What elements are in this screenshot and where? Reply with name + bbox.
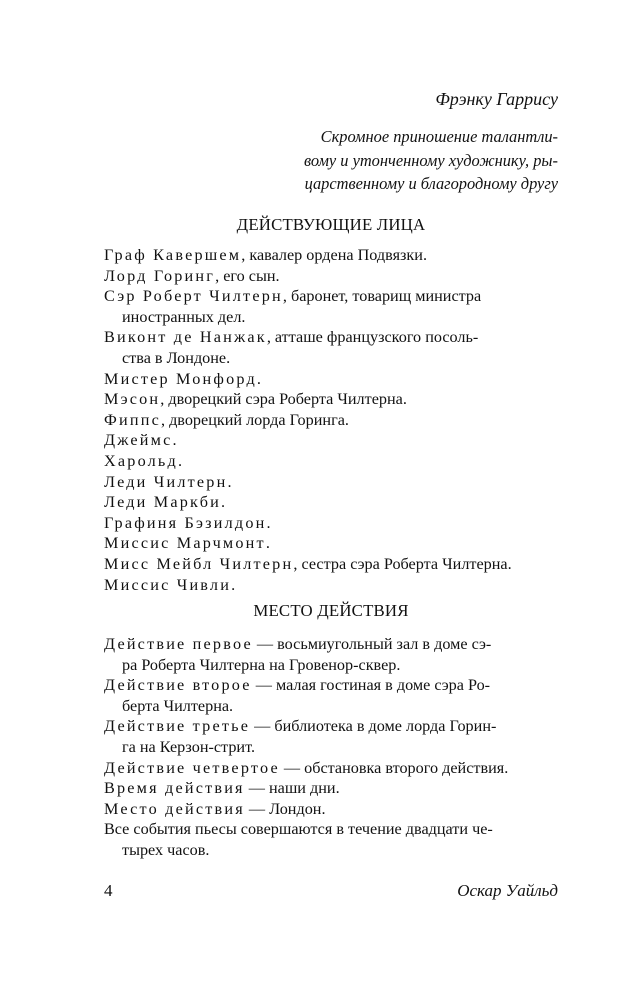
setting-item-name: Место действия bbox=[104, 799, 245, 818]
cast-list bbox=[104, 245, 558, 595]
cast-member-name: Леди Чилтерн bbox=[104, 472, 228, 491]
cast-member bbox=[104, 410, 558, 431]
cast-member-description: . bbox=[227, 472, 232, 491]
cast-member-name: Лорд Горинг bbox=[104, 266, 216, 285]
cast-member-description: , дворецкий сэра Роберта Чилтерна. bbox=[160, 390, 407, 409]
cast-member bbox=[104, 389, 558, 410]
cast-member bbox=[104, 513, 558, 534]
page-number: 4 bbox=[104, 881, 113, 900]
cast-member-description: , дворецкий лорда Горинга. bbox=[160, 410, 349, 429]
cast-member-name: Миссис Марчмонт bbox=[104, 534, 266, 553]
dedication-line: Скромное приношение талантли- bbox=[320, 127, 558, 146]
cast-member-description: . bbox=[256, 369, 261, 388]
cast-member-name: Харольд bbox=[104, 451, 178, 470]
setting-item bbox=[104, 799, 558, 820]
cast-member-name: Граф Кавершем bbox=[104, 246, 242, 264]
cast-member-name: Миссис Чивли bbox=[104, 575, 232, 594]
setting-item bbox=[104, 758, 558, 779]
cast-member-name: Мэсон bbox=[104, 390, 161, 409]
cast-member-description: . bbox=[231, 575, 236, 594]
cast-member bbox=[104, 472, 558, 493]
setting-item-name: Действие второе bbox=[104, 676, 252, 695]
setting-item-continuation: тырех часов. bbox=[122, 840, 210, 859]
settings-heading: МЕСТО ДЕЙСТВИЯ bbox=[253, 601, 409, 620]
setting-item-description: — обстановка второго действия. bbox=[279, 758, 509, 777]
cast-member-name: Графиня Бэзилдон bbox=[104, 513, 267, 532]
cast-member bbox=[104, 327, 558, 368]
cast-member-name: Джеймс bbox=[104, 431, 173, 450]
setting-item-description: — библиотека в доме лорда Горин- bbox=[250, 717, 497, 736]
cast-member-name: Виконт де Нанжак bbox=[104, 328, 267, 347]
setting-item-description: — восьмиугольный зал в доме сэ- bbox=[252, 635, 492, 653]
setting-item-name: Время действия bbox=[104, 779, 245, 798]
dedication-line: вому и утонченному художнику, ры- bbox=[303, 150, 558, 170]
setting-item-continuation: га на Керзон-стрит. bbox=[122, 737, 255, 756]
setting-item bbox=[104, 819, 558, 860]
cast-member bbox=[104, 533, 558, 554]
cast-member-description: , атташе французского посоль- bbox=[266, 328, 479, 347]
setting-item bbox=[104, 634, 558, 675]
setting-item-name: Действие четвертое bbox=[104, 758, 280, 777]
cast-heading: ДЕЙСТВУЮЩИЕ ЛИЦА bbox=[236, 215, 426, 234]
cast-member-description: , баронет, товарищ министра bbox=[282, 287, 482, 306]
cast-member-name: Мистер Монфорд bbox=[104, 369, 257, 388]
cast-member-name: Мисс Мейбл Чилтерн bbox=[104, 554, 294, 573]
cast-member-name: Леди Маркби bbox=[104, 493, 222, 512]
cast-member-description: . bbox=[265, 534, 270, 553]
dedication-line: царственному и благородному другу bbox=[304, 174, 558, 193]
cast-member bbox=[104, 492, 558, 513]
cast-member-description: , сестра сэра Роберта Чилтерна. bbox=[293, 554, 512, 573]
dedicatee: Фрэнку Гаррису bbox=[435, 89, 558, 109]
setting-item-description: — малая гостиная в доме сэра Ро- bbox=[251, 676, 491, 695]
cast-member-description: . bbox=[177, 451, 182, 470]
book-page bbox=[104, 0, 558, 1000]
running-footer-author: Оскар Уайльд bbox=[457, 881, 558, 900]
cast-member-name: Сэр Роберт Чилтерн bbox=[104, 287, 283, 306]
cast-member bbox=[104, 286, 558, 327]
setting-item-name: Действие третье bbox=[104, 717, 251, 736]
cast-member-name: Фиппс bbox=[104, 410, 161, 429]
setting-item-name: Действие первое bbox=[104, 635, 253, 653]
cast-member bbox=[104, 451, 558, 472]
cast-member-continuation: иностранных дел. bbox=[122, 307, 246, 326]
cast-member bbox=[104, 369, 558, 390]
setting-item-description: — наши дни. bbox=[244, 779, 340, 798]
setting-item-description: — Лондон. bbox=[244, 799, 326, 818]
cast-member bbox=[104, 430, 558, 451]
cast-member-description: , кавалер ордена Подвязки. bbox=[241, 246, 427, 264]
setting-item-description: Все события пьесы совершаются в течение двадцати че- bbox=[104, 820, 493, 839]
cast-member-description: , его сын. bbox=[215, 266, 280, 285]
setting-item bbox=[104, 778, 558, 799]
setting-item-continuation: берта Чилтерна. bbox=[122, 696, 234, 715]
cast-member-continuation: ства в Лондоне. bbox=[122, 348, 231, 367]
setting-item-continuation: ра Роберта Чилтерна на Гровенор-сквер. bbox=[122, 655, 401, 674]
cast-member bbox=[104, 245, 558, 266]
cast-member-description: . bbox=[221, 493, 226, 512]
setting-item bbox=[104, 675, 558, 716]
cast-member-description: . bbox=[172, 431, 177, 450]
cast-member bbox=[104, 266, 558, 287]
dedication bbox=[258, 125, 558, 196]
cast-member bbox=[104, 554, 558, 575]
settings-list bbox=[104, 634, 558, 861]
setting-item bbox=[104, 716, 558, 757]
cast-member bbox=[104, 575, 558, 596]
cast-member-description: . bbox=[266, 513, 271, 532]
